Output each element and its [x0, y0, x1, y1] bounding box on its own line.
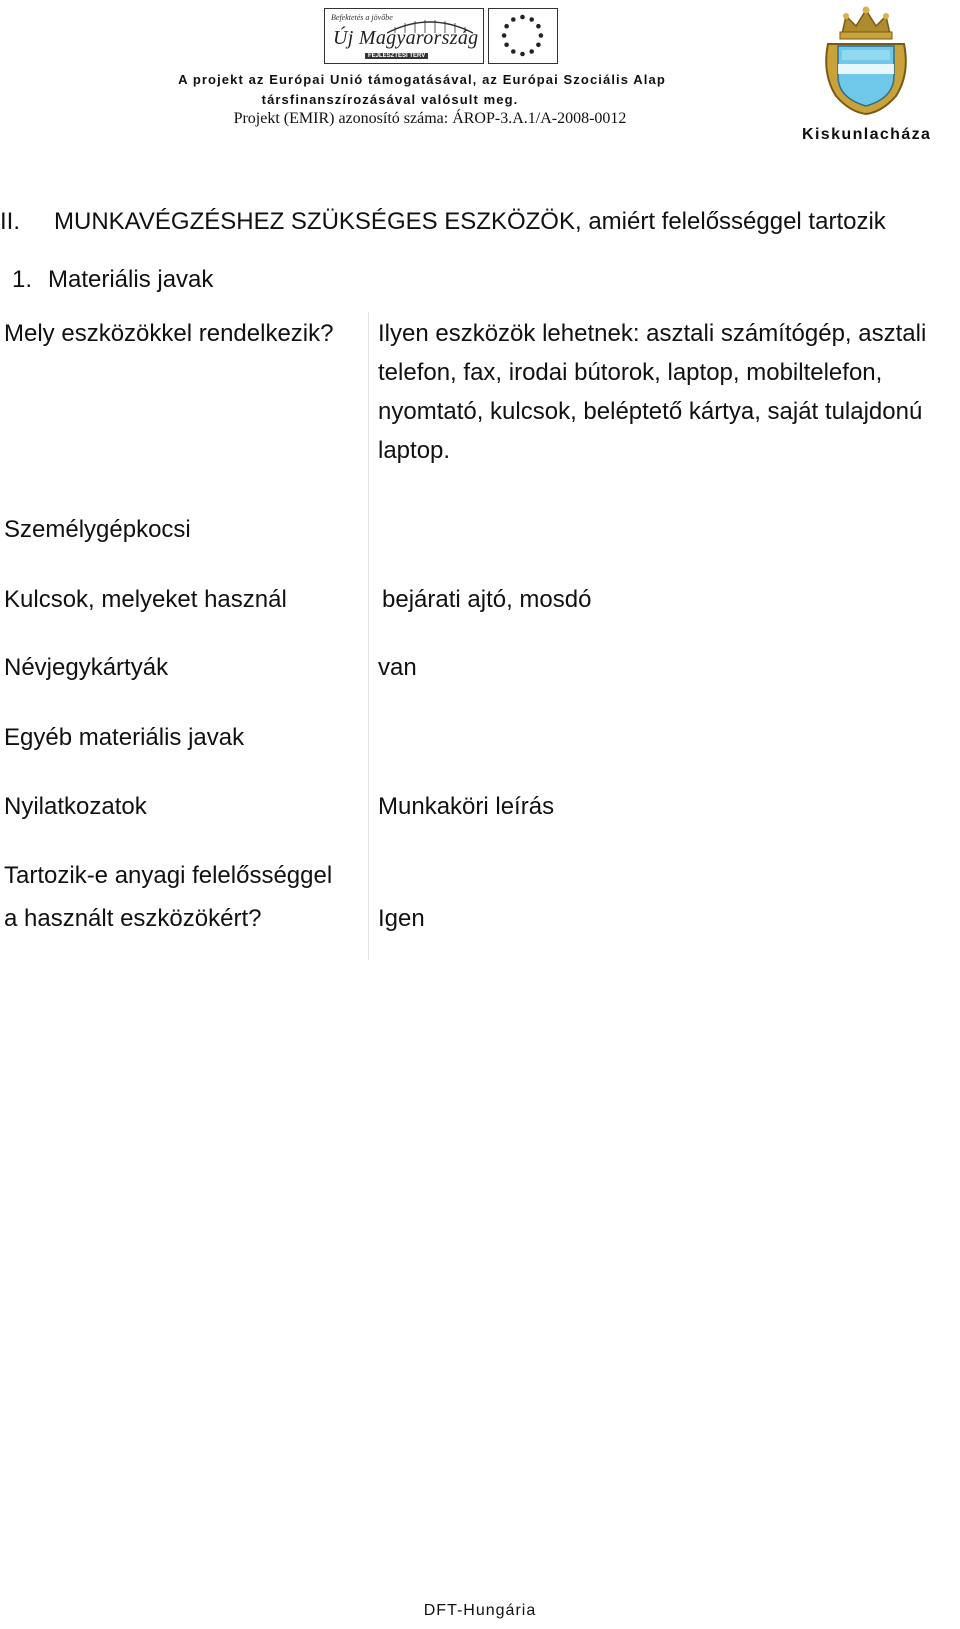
header-project-id: Projekt (EMIR) azonosító száma: ÁROP-3.A.1/A-2008-0012 — [233, 110, 627, 127]
section-title: MUNKAVÉGZÉSHEZ SZÜKSÉGES ESZKÖZÖK, amiért felelősséggel tartozik — [54, 208, 886, 235]
label-nevjegykartyak: Névjegykártyák — [4, 654, 169, 681]
label-eszkozok: Mely eszközökkel rendelkezik? — [4, 320, 334, 347]
value-eszkozok-line4: laptop. — [378, 437, 451, 464]
value-eszkozok-line3: nyomtató, kulcsok, beléptető kártya, saját tulajdonú — [378, 398, 923, 425]
eu-stars-icon — [489, 9, 556, 62]
value-kulcsok: bejárati ajtó, mosdó — [382, 586, 592, 613]
label-szemelygepkocsi: Személygépkocsi — [4, 516, 191, 543]
label-felelosseg-line1: Tartozik-e anyagi felelősséggel — [4, 862, 333, 889]
value-nyilatkozatok: Munkaköri leírás — [378, 793, 555, 820]
header-funding-line: A projekt az Európai Unió támogatásával, az Európai Szociális Alap — [178, 72, 666, 87]
value-eszkozok-line1: Ilyen eszközök lehetnek: asztali számítógép, asztali — [378, 320, 927, 347]
value-felelosseg: Igen — [378, 905, 425, 932]
column-divider — [368, 312, 369, 960]
value-eszkozok-line2: telefon, fax, irodai bútorok, laptop, mobiltelefon, — [378, 359, 883, 386]
town-name: Kiskunlacháza — [802, 126, 932, 143]
label-felelosseg-line2: a használt eszközökért? — [4, 905, 262, 932]
eu-flag-logo — [488, 8, 558, 64]
label-kulcsok: Kulcsok, melyeket használ — [4, 586, 287, 613]
logo-brand: Új Magyarország — [333, 27, 479, 49]
subsection-number: 1. — [12, 266, 33, 293]
kiskunlachaza-crest-icon — [820, 4, 912, 116]
subsection-title: Materiális javak — [48, 266, 214, 293]
logo-subtitle: FEJLESZTÉSI TERV — [365, 53, 428, 59]
logo-tagline: Befektetés a jövőbe — [331, 13, 393, 22]
label-nyilatkozatok: Nyilatkozatok — [4, 793, 147, 820]
section-number: II. — [0, 208, 21, 235]
uj-magyarorszag-logo — [324, 8, 484, 64]
value-nevjegykartyak: van — [378, 654, 417, 681]
header-cofinancing-line: társfinanszírozásával valósult meg. — [261, 92, 519, 107]
label-egyeb: Egyéb materiális javak — [4, 724, 245, 751]
footer-text: DFT-Hungária — [423, 1602, 537, 1619]
